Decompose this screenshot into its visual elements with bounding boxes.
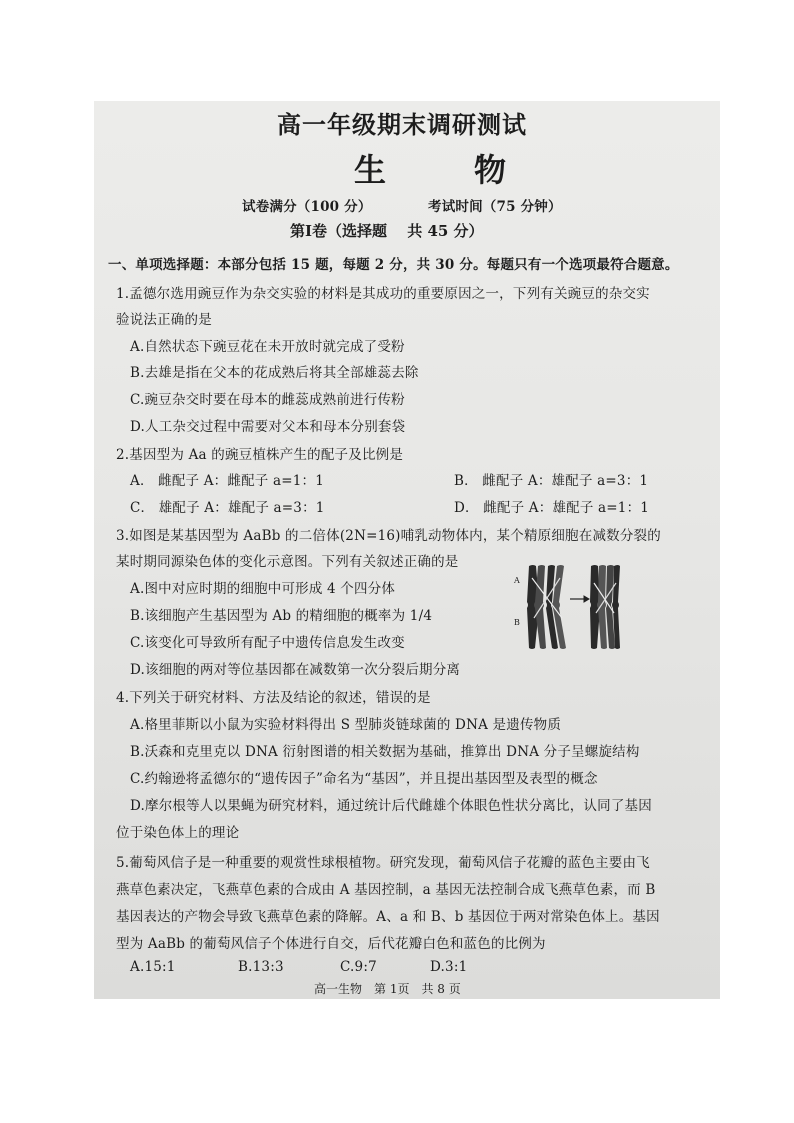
arrow-icon (570, 596, 589, 602)
q1-option-c: C.豌豆杂交时要在母本的雌蕊成熟前进行传粉 (130, 392, 405, 408)
q1-stem-line2: 验说法正确的是 (116, 312, 212, 328)
q3-stem-line1: 3.如图是某基因型为 AaBb 的二倍体(2N=16)哺乳动物体内，某个精原细胞在减数分裂的 (116, 528, 661, 544)
q3-option-a: A.图中对应时期的细胞中可形成 4 个四分体 (130, 581, 396, 597)
q2-option-b: B． 雌配子 A：雄配子 a=3：1 (454, 473, 649, 489)
q3-option-c: C.该变化可导致所有配子中遗传信息发生改变 (130, 635, 405, 651)
q4-option-d-continued: 位于染色体上的理论 (116, 825, 240, 841)
q3-stem-line2: 某时期同源染色体的变化示意图。下列有关叙述正确的是 (116, 554, 459, 570)
q5-option-d: D.3:1 (430, 959, 468, 975)
q2-option-d: D． 雌配子 A：雄配子 a=1：1 (454, 500, 650, 516)
figure-label-a: A (514, 576, 520, 585)
q3-option-b: B.该细胞产生基因型为 Ab 的精细胞的概率为 1/4 (130, 608, 433, 624)
chromosome-crossover-figure (512, 563, 622, 653)
exam-page (94, 101, 720, 999)
q2-stem: 2.基因型为 Aa 的豌豆植株产生的配子及比例是 (116, 447, 404, 463)
q2-option-c: C． 雄配子 A：雄配子 a=3：1 (130, 500, 325, 516)
full-score: 试卷满分（100 分） (242, 199, 372, 215)
figure-label-b: B (514, 618, 520, 627)
q2-option-a: A． 雌配子 A：雌配子 a=1：1 (130, 473, 325, 489)
q5-stem-line3: 基因表达的产物会导致飞燕草色素的降解。A、a 和 B、b 基因位于两对常染色体上。基因 (116, 909, 660, 925)
q1-option-b: B.去雄是指在父本的花成熟后将其全部雄蕊去除 (130, 365, 419, 381)
q5-stem-line4: 型为 AaBb 的葡萄风信子个体进行自交，后代花瓣白色和蓝色的比例为 (116, 936, 546, 952)
page-footer: 高一生物 第 1页 共 8 页 (314, 982, 461, 996)
q4-option-c: C.约翰逊将孟德尔的“遗传因子”命名为“基因”，并且提出基因型及表型的概念 (130, 771, 598, 787)
q4-option-d: D.摩尔根等人以果蝇为研究材料，通过统计后代雌雄个体眼色性状分离比，认同了基因 (130, 798, 652, 814)
q5-option-a: A.15:1 (130, 959, 176, 975)
subject-title: 生 物 (354, 151, 535, 189)
instructions: 一、单项选择题：本部分包括 15 题，每题 2 分，共 30 分。每题只有一个选项最符合题意。 (108, 257, 679, 273)
q5-stem-line1: 5.葡萄风信子是一种重要的观赏性球根植物。研究发现，葡萄风信子花瓣的蓝色主要由飞 (116, 855, 650, 871)
q5-option-c: C.9:7 (340, 959, 377, 975)
exam-title: 高一年级期末调研测试 (277, 111, 527, 139)
q4-option-a: A.格里菲斯以小鼠为实验材料得出 S 型肺炎链球菌的 DNA 是遗传物质 (130, 717, 562, 733)
q4-option-b: B.沃森和克里克以 DNA 衍射图谱的相关数据为基础，推算出 DNA 分子呈螺旋结构 (130, 744, 640, 760)
q1-option-d: D.人工杂交过程中需要对父本和母本分别套袋 (130, 419, 406, 435)
tetrad-before (527, 565, 566, 649)
q4-stem: 4.下列关于研究材料、方法及结论的叙述，错误的是 (116, 690, 431, 706)
exam-time: 考试时间（75 分钟） (428, 199, 562, 215)
q1-option-a: A.自然状态下豌豆花在未开放时就完成了受粉 (130, 339, 405, 355)
q1-stem-line1: 1.孟德尔选用豌豆作为杂交实验的材料是其成功的重要原因之一，下列有关豌豆的杂交实 (116, 286, 650, 302)
q3-option-d: D.该细胞的两对等位基因都在减数第一次分裂后期分离 (130, 662, 461, 678)
section-title: 第Ⅰ卷（选择题 共 45 分） (290, 222, 484, 240)
q5-stem-line2: 燕草色素决定，飞燕草色素的合成由 A 基因控制，a 基因无法控制合成飞燕草色素，而 B (116, 882, 656, 898)
q5-option-b: B.13:3 (238, 959, 284, 975)
tetrad-after (590, 565, 620, 649)
